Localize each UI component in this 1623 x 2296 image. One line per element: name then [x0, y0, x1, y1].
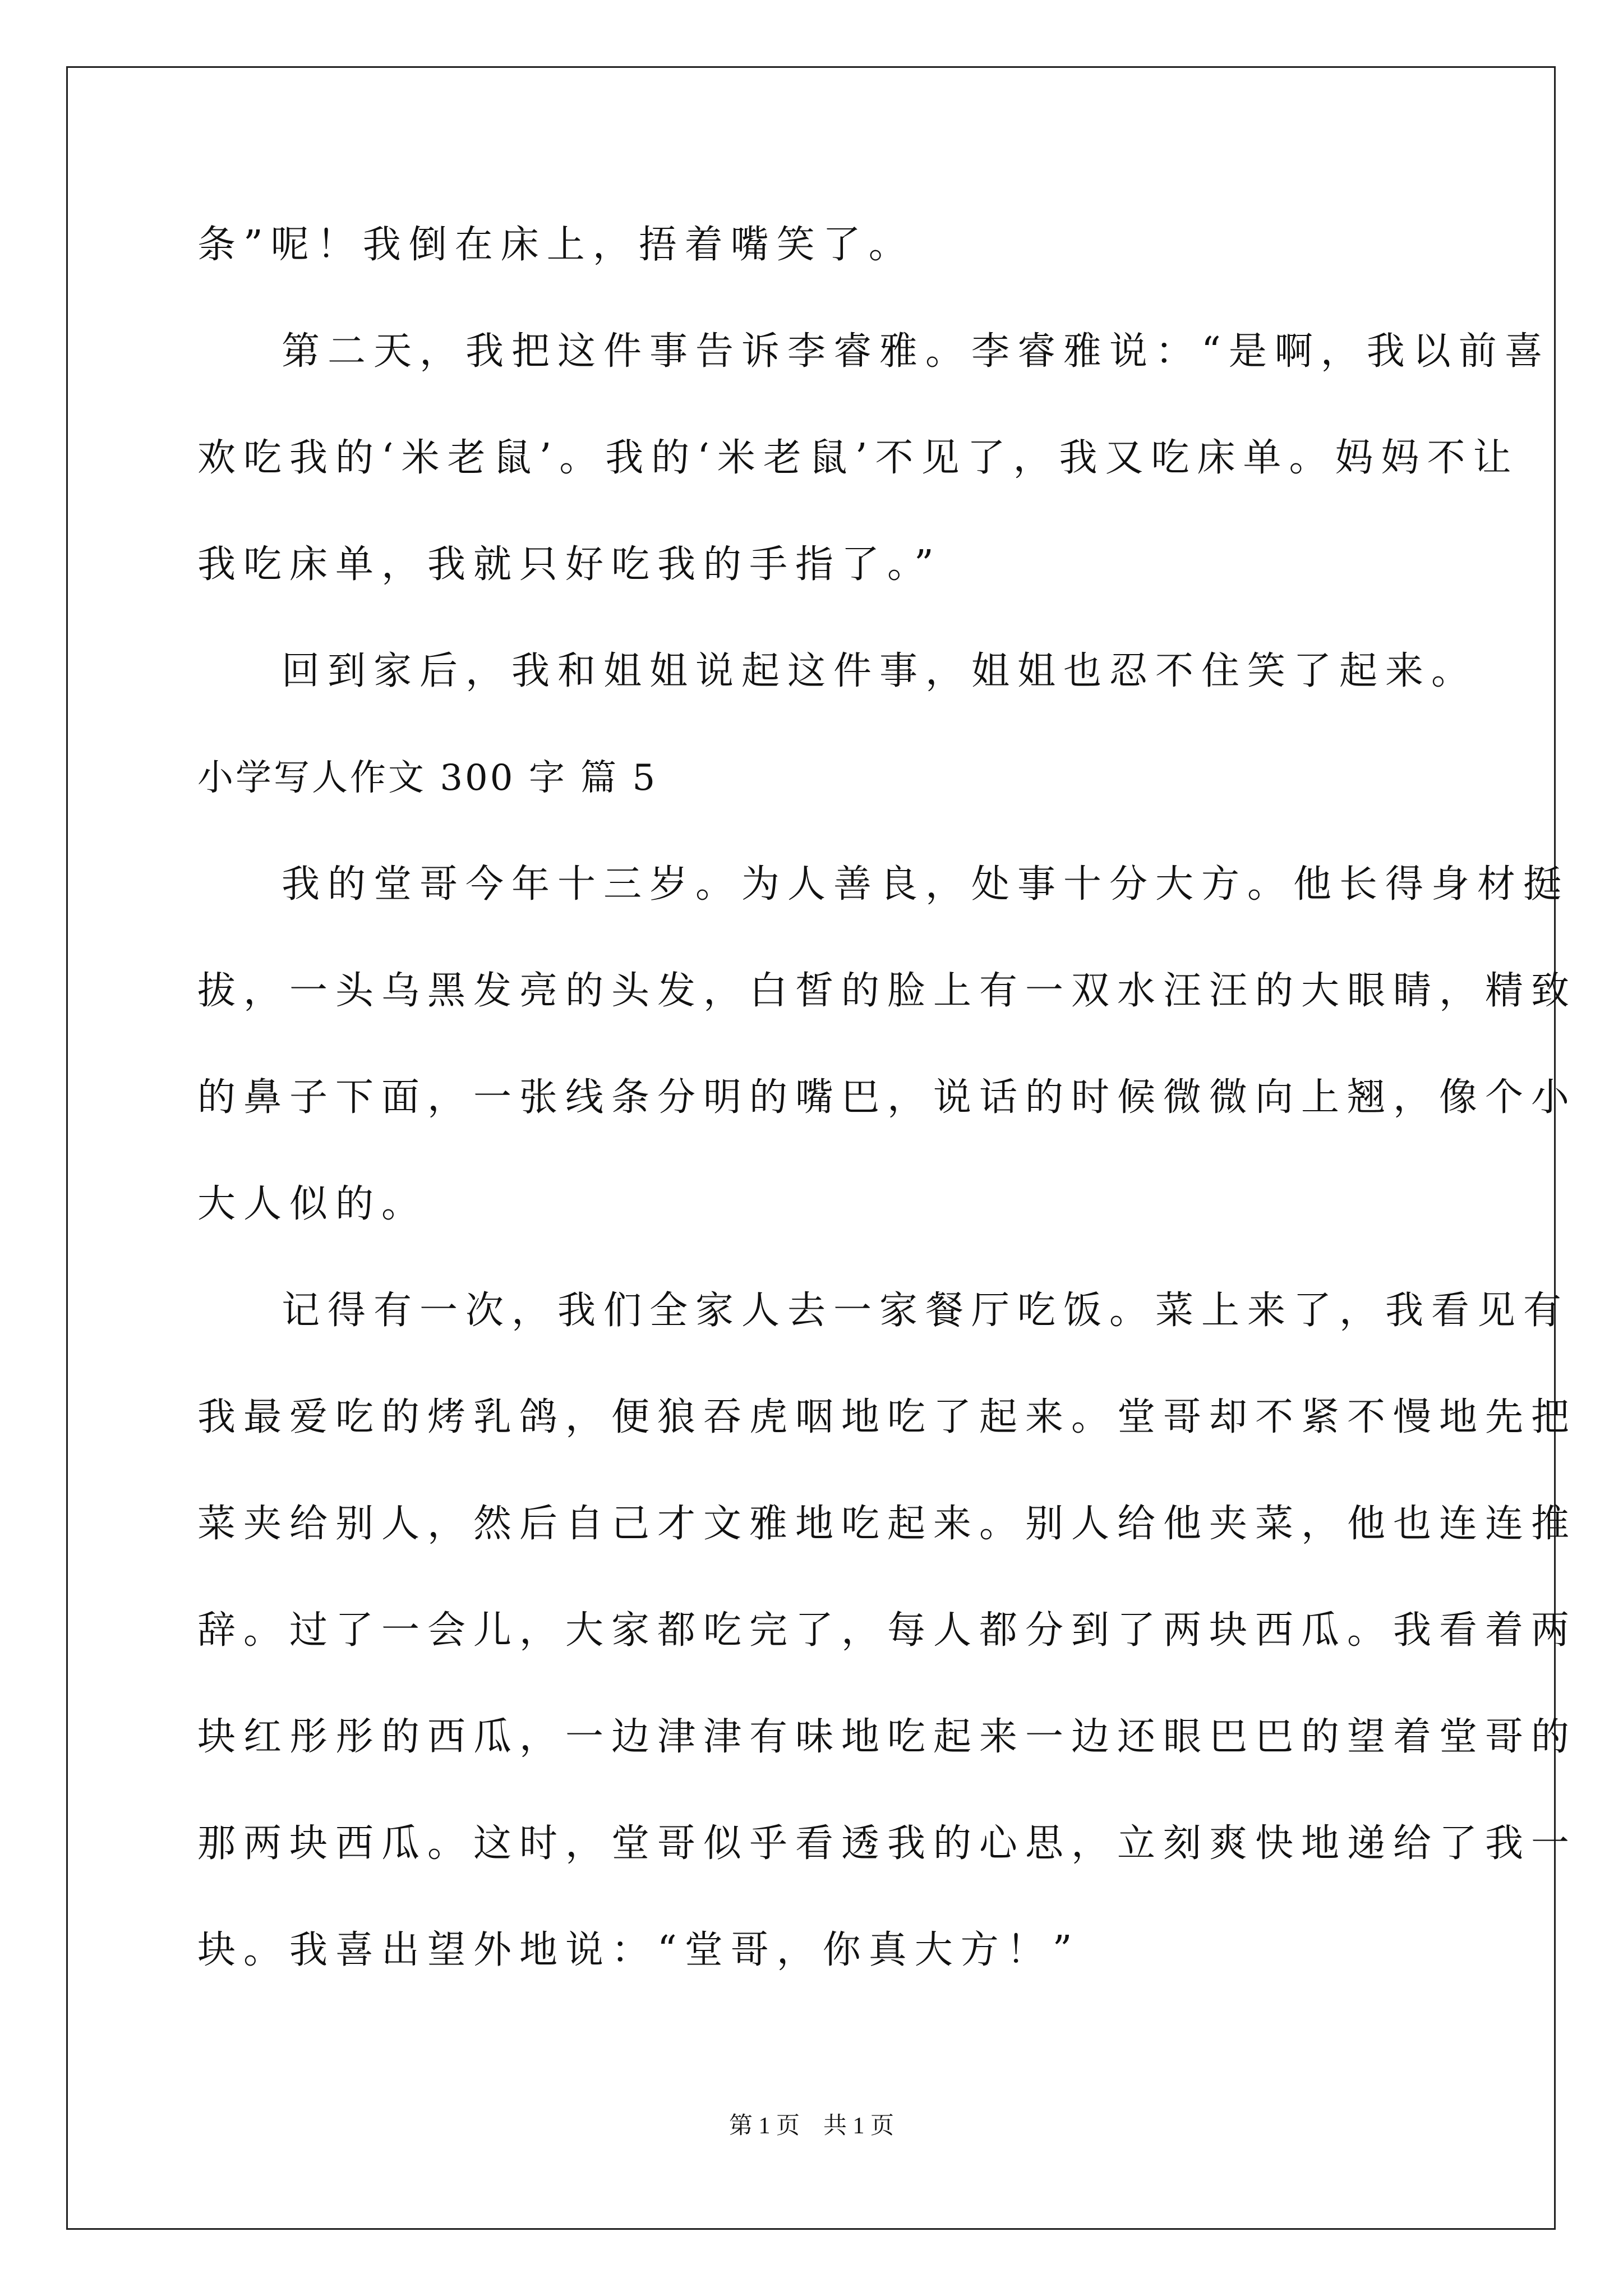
text-line-5: 回到家后，我和姐姐说起这件事，姐姐也忍不住笑了起来。	[282, 649, 1478, 693]
text-line-15: 块红彤彤的西瓜，一边津津有味地吃起来一边还眼巴巴的望着堂哥的	[197, 1715, 1578, 1759]
text-line-16: 那两块西瓜。这时，堂哥似乎看透我的心思，立刻爽快地递给了我一	[197, 1821, 1578, 1866]
text-line-14: 辞。过了一会儿，大家都吃完了，每人都分到了两块西瓜。我看着两	[197, 1608, 1578, 1653]
page-footer: 第 1 页 共 1 页	[728, 2113, 894, 2139]
text-line-1: 条”呢！我倒在床上，捂着嘴笑了。	[197, 223, 915, 267]
text-line-7: 我的堂哥今年十三岁。为人善良，处事十分大方。他长得身材挺	[282, 862, 1570, 907]
section-heading: 小学写人作文 300 字 篇 5	[197, 757, 658, 799]
text-line-2: 第二天，我把这件事告诉李睿雅。李睿雅说：“是啊，我以前喜	[282, 329, 1551, 374]
text-line-17: 块。我喜出望外地说：“堂哥，你真大方！”	[197, 1928, 1080, 1972]
text-line-13: 菜夹给别人，然后自己才文雅地吃起来。别人给他夹菜，他也连连推	[197, 1502, 1578, 1546]
text-line-10: 大人似的。	[197, 1182, 428, 1226]
text-line-4: 我吃床单，我就只好吃我的手指了。”	[197, 542, 942, 587]
document-body	[197, 192, 1578, 2004]
text-line-3: 欢吃我的‘米老鼠’。我的‘米老鼠’不见了，我又吃床单。妈妈不让	[197, 436, 1519, 480]
text-line-11: 记得有一次，我们全家人去一家餐厅吃饭。菜上来了，我看见有	[282, 1289, 1570, 1333]
text-line-8: 拔，一头乌黑发亮的头发，白皙的脸上有一双水汪汪的大眼睛，精致	[197, 969, 1578, 1013]
text-line-12: 我最爱吃的烤乳鸽，便狼吞虎咽地吃了起来。堂哥却不紧不慢地先把	[197, 1395, 1578, 1439]
text-line-9: 的鼻子下面，一张线条分明的嘴巴，说话的时候微微向上翘，像个小	[197, 1075, 1578, 1120]
